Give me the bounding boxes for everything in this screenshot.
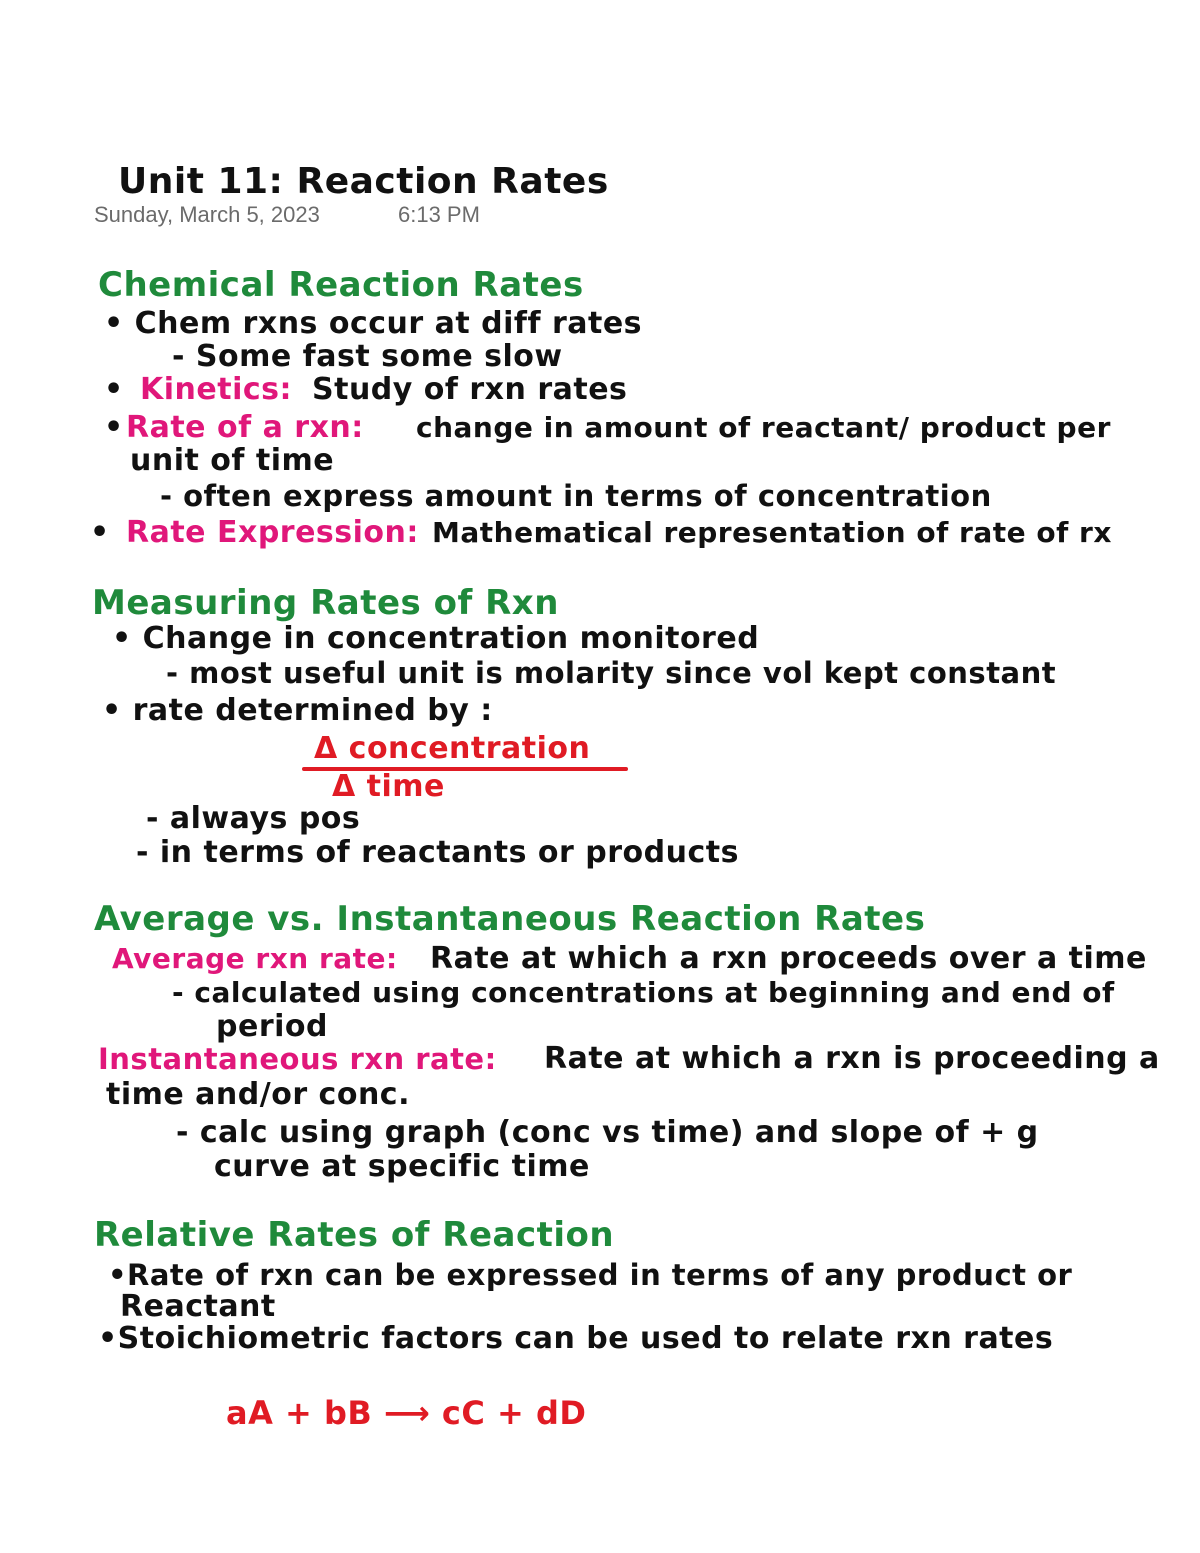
term-average-rxn-rate: Average rxn rate: [112,942,398,975]
heading-average-vs-instantaneous: Average vs. Instantaneous Reaction Rates [94,899,926,939]
term-kinetics: Kinetics: [140,372,292,407]
sub-molarity: - most useful unit is molarity since vol kept constant [166,656,1057,690]
note-date: Sunday, March 5, 2023 [94,202,320,227]
note-time: 6:13 PM [398,202,480,227]
def-kinetics: Study of rxn rates [312,372,628,407]
sub-calculated-period: period [216,1009,328,1044]
bullet-stoichiometric-factors: •Stoichiometric factors can be used to relate rxn rates [98,1321,1054,1356]
sub-curve-specific-time: curve at specific time [214,1149,590,1184]
fraction-denominator: Δ time [332,769,445,804]
sub-calc-using-graph: - calc using graph (conc vs time) and slope of + g [176,1115,1039,1150]
sub-express-amount: - often express amount in terms of concentration [160,479,992,513]
bullet-kinetics-marker: • [104,372,124,407]
term-instantaneous-rxn-rate: Instantaneous rxn rate: [98,1042,497,1076]
def-instantaneous-cont: time and/or conc. [106,1077,410,1112]
heading-chemical-reaction-rates: Chemical Reaction Rates [98,265,584,305]
bullet-rate-expressed: •Rate of rxn can be expressed in terms of any product or [108,1258,1073,1292]
heading-relative-rates: Relative Rates of Reaction [94,1215,615,1255]
def-rate-of-rxn-cont: unit of time [130,443,335,478]
term-rate-of-rxn: Rate of a rxn: [126,410,364,445]
def-average-rxn-rate: Rate at which a rxn proceeds over a time [430,941,1147,976]
heading-measuring-rates: Measuring Rates of Rxn [92,583,559,623]
bullet-rate-determined: • rate determined by : [102,693,493,728]
def-rate-of-rxn: change in amount of reactant/ product per [416,411,1111,444]
bullet-chem-rxns: • Chem rxns occur at diff rates [104,306,643,341]
bullet-rate-expr-marker: • [90,515,110,550]
page-title: Unit 11: Reaction Rates [118,161,609,202]
sub-reactants-products: - in terms of reactants or products [136,835,739,870]
bullet-change-concentration: • Change in concentration monitored [112,621,760,656]
sub-calculated-concentrations: - calculated using concentrations at beginning and end of [172,976,1115,1009]
bullet-rate-marker: • [104,410,124,445]
reaction-equation: aA + bB ⟶ cC + dD [226,1394,587,1432]
def-rate-expression: Mathematical representation of rate of rx [432,516,1112,549]
sub-always-pos: - always pos [146,801,361,836]
def-instantaneous-rxn-rate: Rate at which a rxn is proceeding a [544,1041,1160,1076]
fraction-numerator: Δ concentration [314,731,591,766]
sub-fast-slow: - Some fast some slow [172,339,563,374]
term-rate-expression: Rate Expression: [126,515,419,550]
bullet-rate-expressed-cont: Reactant [120,1289,276,1324]
